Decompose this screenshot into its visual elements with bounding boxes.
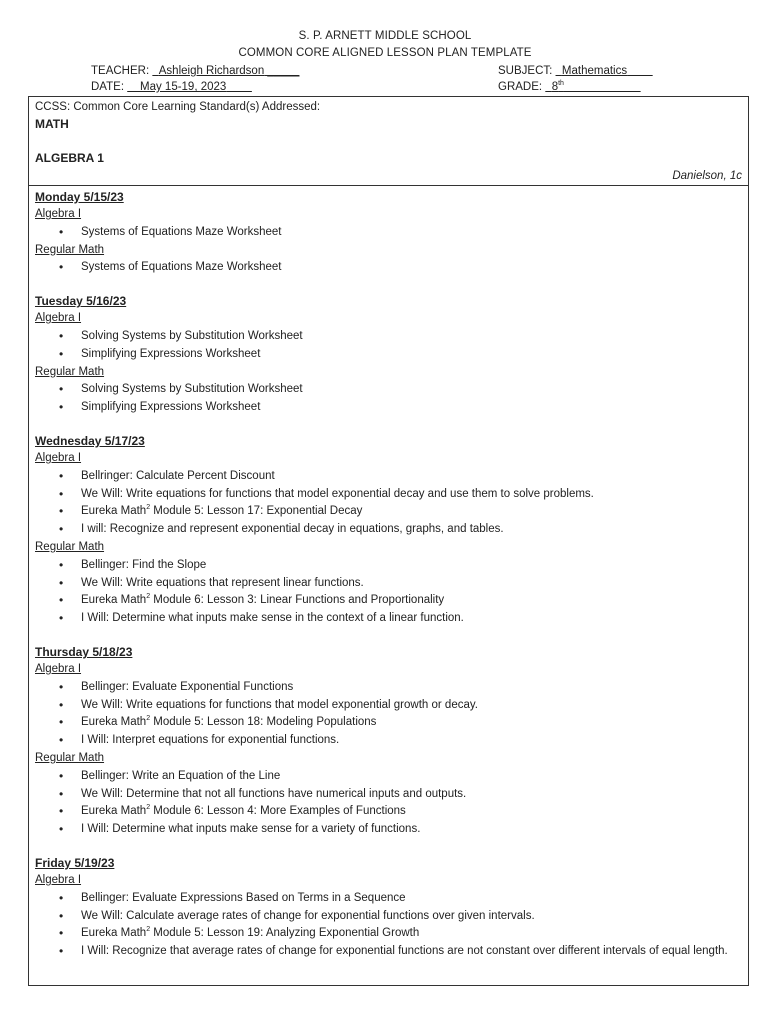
activity-item: • Systems of Equations Maze Worksheet xyxy=(81,224,745,242)
ccss-label: CCSS: Common Core Learning Standard(s) Addressed: xyxy=(35,101,321,113)
daily-plans xyxy=(35,189,745,961)
class-group-label: Regular Math xyxy=(35,751,105,764)
date-label: DATE: xyxy=(91,81,125,93)
ccss-subject-math: MATH xyxy=(35,117,69,131)
activity-list xyxy=(35,381,745,417)
grade-field xyxy=(498,81,641,93)
activity-list xyxy=(35,468,745,539)
subject-field xyxy=(498,65,653,77)
activity-item: • We Will: Calculate average rates of change for exponential functions over given intervals. xyxy=(81,908,745,926)
grade-label: GRADE: xyxy=(498,81,543,93)
day-heading: Thursday 5/18/23 xyxy=(35,644,133,659)
grade-value: 8th xyxy=(551,80,564,93)
activity-item: • Simplifying Expressions Worksheet xyxy=(81,346,745,364)
class-group-label: Regular Math xyxy=(35,365,105,378)
danielson-note: Danielson, 1c xyxy=(672,170,742,182)
activity-list xyxy=(35,768,745,839)
activity-list xyxy=(35,557,745,628)
activity-item: • Eureka Math$^2$ Module 5: Lesson 18: Modeling Populations xyxy=(81,714,745,732)
activity-item: • Bellinger: Evaluate Expressions Based on Terms in a Sequence xyxy=(81,890,745,908)
class-group-label: Algebra I xyxy=(35,208,82,220)
class-group-label: Regular Math xyxy=(35,540,105,553)
class-group-label: Algebra I xyxy=(35,873,82,886)
lesson-plan-box xyxy=(28,96,749,986)
activity-list xyxy=(35,679,745,750)
activity-item: • We Will: Write equations for functions that model exponential growth or decay. xyxy=(81,697,745,715)
activity-item: • Eureka Math$^2$ Module 5: Lesson 17: Exponential Decay xyxy=(81,503,745,521)
activity-list xyxy=(35,259,745,277)
date-value: May 15-19, 2023 xyxy=(140,81,227,93)
activity-list xyxy=(35,224,745,242)
class-group-label: Algebra I xyxy=(35,451,82,464)
class-group-label: Algebra I xyxy=(35,312,82,325)
subject-label: SUBJECT: xyxy=(498,65,553,77)
ccss-subject-algebra: ALGEBRA 1 xyxy=(35,151,104,165)
class-group-label: Algebra I xyxy=(35,662,82,675)
date-field xyxy=(91,81,252,93)
school-name: S. P. ARNETT MIDDLE SCHOOL xyxy=(298,30,472,42)
day-heading: Friday 5/19/23 xyxy=(35,855,115,870)
activity-item: • I Will: Determine what inputs make sense in the context of a linear function. xyxy=(81,610,745,628)
class-group-label: Regular Math xyxy=(35,243,105,256)
activity-item: • Bellinger: Evaluate Exponential Functions xyxy=(81,679,745,697)
day-heading: Tuesday 5/16/23 xyxy=(35,294,127,309)
activity-item: • Systems of Equations Maze Worksheet xyxy=(81,259,745,277)
teacher-label: TEACHER: xyxy=(91,65,150,77)
activity-item: • I will: Recognize and represent exponential decay in equations, graphs, and tables. xyxy=(81,521,745,539)
activity-item: • I Will: Interpret equations for exponential functions. xyxy=(81,732,745,750)
activity-item: • We Will: Write equations for functions that model exponential decay and use them to solve problems. xyxy=(81,486,745,504)
activity-item: • We Will: Write equations that represent linear functions. xyxy=(81,575,745,593)
activity-item: • Eureka Math$^2$ Module 6: Lesson 4: More Examples of Functions xyxy=(81,803,745,821)
day-heading: Monday 5/15/23 xyxy=(35,190,124,204)
teacher-value: Ashleigh Richardson _____ xyxy=(158,65,300,77)
subject-value: Mathematics xyxy=(561,65,628,77)
activity-item: • Bellinger: Find the Slope xyxy=(81,557,745,575)
ccss-section xyxy=(29,97,748,186)
activity-list xyxy=(35,890,745,961)
activity-item: • Solving Systems by Substitution Worksheet xyxy=(81,328,745,346)
teacher-field xyxy=(91,65,299,77)
day-heading: Wednesday 5/17/23 xyxy=(35,433,145,448)
activity-item: • Solving Systems by Substitution Worksheet xyxy=(81,381,745,399)
activity-item: • I Will: Recognize that average rates of change for exponential functions are not constant over different intervals of equal length. xyxy=(81,943,745,961)
activity-list xyxy=(35,328,745,364)
activity-item: • We Will: Determine that not all functions have numerical inputs and outputs. xyxy=(81,786,745,804)
activity-item: • Bellinger: Write an Equation of the Line xyxy=(81,768,745,786)
activity-item: • I Will: Determine what inputs make sense for a variety of functions. xyxy=(81,821,745,839)
activity-item: • Eureka Math$^2$ Module 6: Lesson 3: Linear Functions and Proportionality xyxy=(81,592,745,610)
template-title: COMMON CORE ALIGNED LESSON PLAN TEMPLATE xyxy=(238,47,532,59)
activity-item: • Eureka Math$^2$ Module 5: Lesson 19: Analyzing Exponential Growth xyxy=(81,925,745,943)
activity-item: • Bellringer: Calculate Percent Discount xyxy=(81,468,745,486)
activity-item: • Simplifying Expressions Worksheet xyxy=(81,399,745,417)
